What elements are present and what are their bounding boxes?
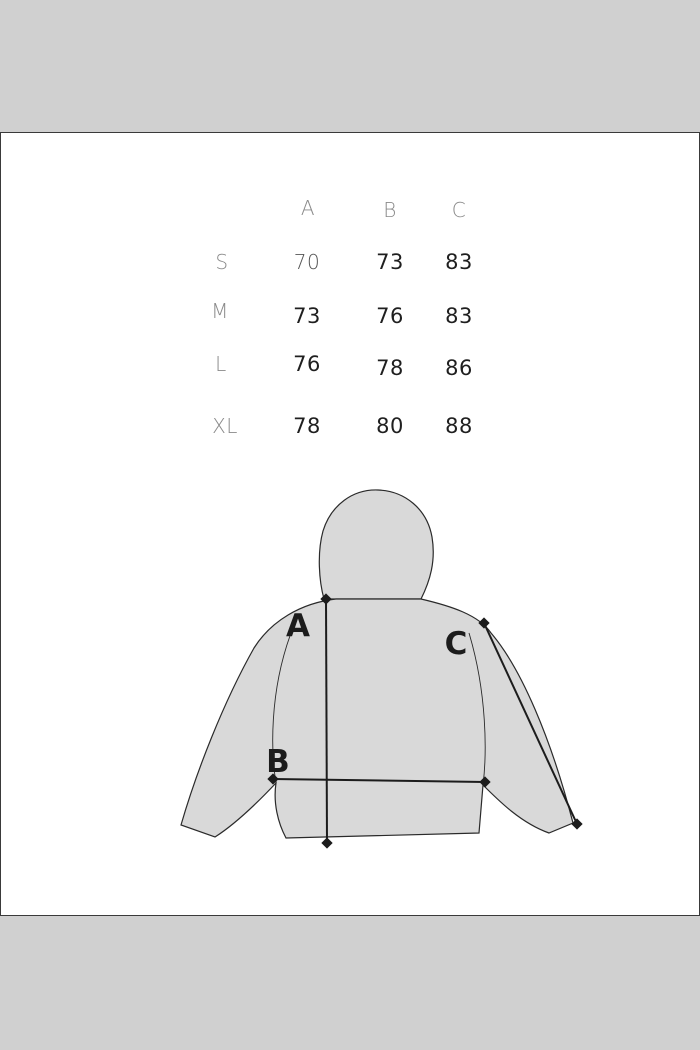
- row-label-l: L: [215, 352, 227, 376]
- hood-shape: [319, 490, 433, 599]
- size-chart-card: [0, 132, 700, 916]
- cell-xl-b: 80: [376, 414, 404, 438]
- column-header-a: A: [300, 196, 316, 220]
- cell-s-c: 83: [445, 250, 473, 274]
- hoodie-body: [181, 599, 573, 838]
- cell-l-b: 78: [376, 356, 404, 380]
- row-label-xl: XL: [212, 414, 238, 438]
- hoodie-silhouette: [181, 490, 573, 838]
- column-header-c: C: [451, 198, 467, 222]
- label-b: B: [266, 744, 290, 780]
- cell-m-c: 83: [445, 304, 473, 328]
- row-label-s: S: [215, 250, 229, 274]
- cell-m-b: 76: [376, 304, 404, 328]
- column-header-b: B: [383, 198, 397, 222]
- cell-l-c: 86: [445, 356, 473, 380]
- cell-s-b: 73: [376, 250, 404, 274]
- label-c: C: [444, 626, 468, 662]
- row-label-m: M: [211, 299, 229, 323]
- hoodie-measurement-diagram: [1, 133, 699, 915]
- label-a: A: [286, 608, 310, 644]
- cell-l-a: 76: [293, 352, 321, 376]
- cell-xl-a: 78: [293, 414, 321, 438]
- cell-m-a: 73: [293, 304, 321, 328]
- cell-xl-c: 88: [445, 414, 473, 438]
- cell-s-a: 70: [293, 250, 321, 274]
